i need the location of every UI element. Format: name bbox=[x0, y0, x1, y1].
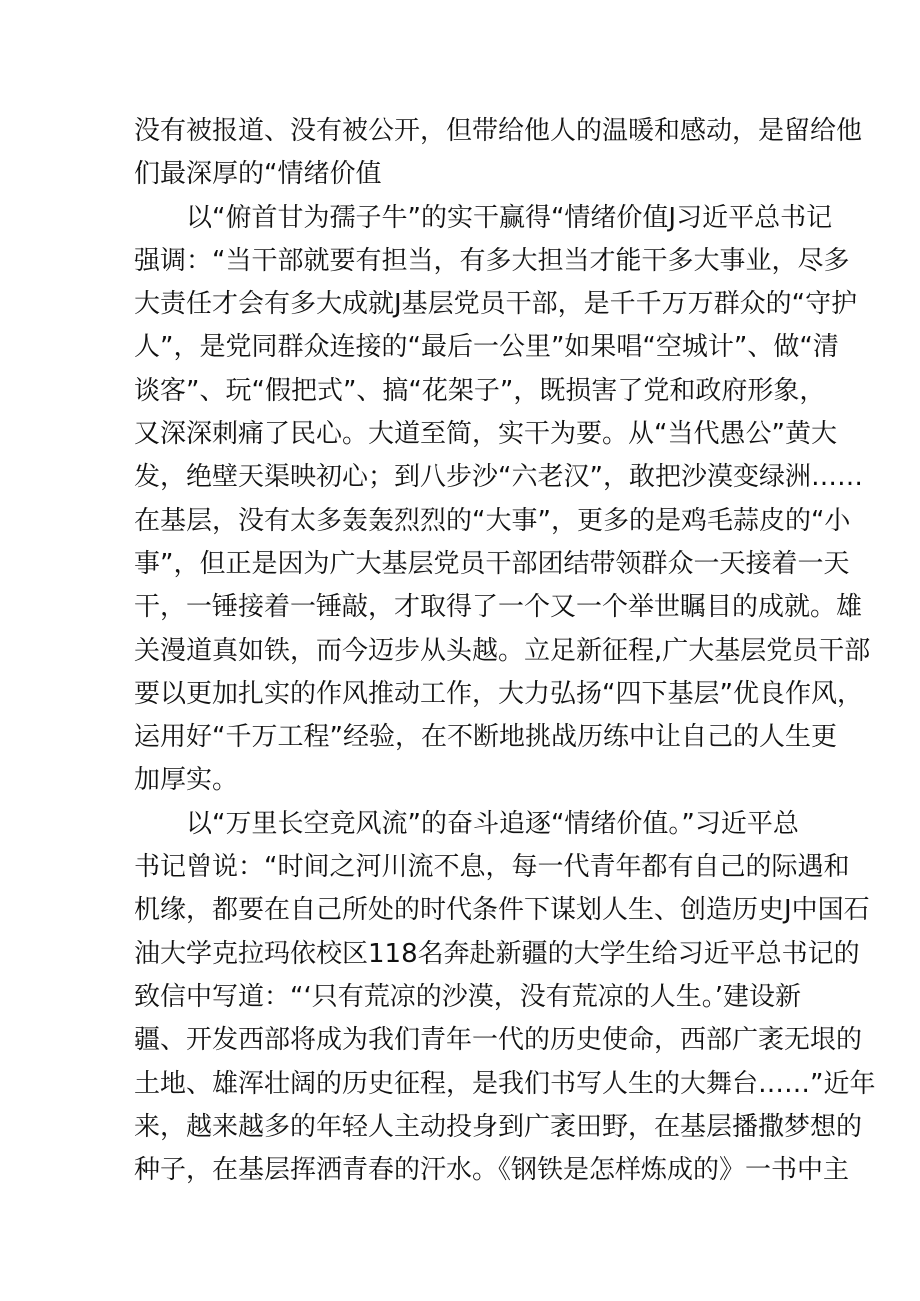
text-line: 机缘，都要在自己所处的时代条件下谋划人生、创造历史J中国石 bbox=[134, 895, 870, 926]
text-line: 没有被报道、没有被公开，但带给他人的温暖和感动，是留给他 bbox=[134, 116, 863, 146]
text-line: 书记曾说：“时间之河川流不息，每一代青年都有自己的际遇和 bbox=[134, 852, 850, 883]
text-line: 谈客”、玩“假把式”、搞“花架子”，既损害了党和政府形象， bbox=[134, 375, 826, 406]
text-line: 大责任才会有多大成就J基层党员干部，是千千万万群众的“守护 bbox=[134, 289, 858, 320]
text-line: 运用好“千万工程”经验，在不断地挑战历练中让自己的人生更 bbox=[134, 722, 837, 753]
text-line: 又深深刺痛了民心。大道至简，实干为要。从“当代愚公”黄大 bbox=[134, 419, 837, 450]
text-line: 油大学克拉玛依校区118名奔赴新疆的大学生给习近平总书记的 bbox=[134, 938, 860, 969]
text-line: 关漫道真如铁，而今迈步从头越。立足新征程,广大基层党员干部 bbox=[134, 635, 871, 666]
text-line: 种子，在基层挥洒青春的汗水。《钢铁是怎样炼成的》一书中主 bbox=[134, 1155, 850, 1186]
text-line: 在基层，没有太多轰轰烈烈的“大事”，更多的是鸡毛蒜皮的“小 bbox=[134, 505, 851, 536]
text-line: 加厚实。 bbox=[134, 765, 239, 796]
paragraph-continuation bbox=[134, 110, 863, 197]
text-line: 致信中写道：“‘只有荒凉的沙漠，没有荒凉的人生。’建设新 bbox=[134, 981, 801, 1012]
paragraph-hard-work bbox=[134, 197, 871, 803]
text-line: 来，越来越多的年轻人主动投身到广袤田野，在基层播撒梦想的 bbox=[134, 1111, 863, 1142]
text-line: 疆、开发西部将成为我们青年一代的历史使命，西部广袤无垠的 bbox=[134, 1025, 863, 1056]
text-line: 干，一锤接着一锤敲，才取得了一个又一个举世瞩目的成就。雄 bbox=[134, 592, 863, 623]
text-line: 人”，是党同群众连接的“最后一公里”如果唱“空城计”、做“清 bbox=[134, 332, 839, 363]
text-line: 以“万里长空竞风流”的奋斗追逐“情绪价值。”习近平总 bbox=[134, 808, 799, 839]
text-line: 发，绝壁天渠映初心；到八步沙“六老汉”，敢把沙漠变绿洲…… bbox=[134, 462, 863, 493]
text-line: 土地、雄浑壮阔的历史征程，是我们书写人生的大舞台……”近年 bbox=[134, 1068, 876, 1099]
body-text bbox=[134, 110, 876, 1192]
text-line: 以“俯首甘为孺子牛”的实干赢得“情绪价值J习近平总书记 bbox=[134, 202, 833, 233]
paragraph-struggle bbox=[134, 803, 876, 1193]
text-line: 们最深厚的“情绪价值 bbox=[134, 159, 382, 190]
text-line: 要以更加扎实的作风推动工作，大力弘扬“四下基层”优良作风， bbox=[134, 678, 863, 709]
text-line: 事”，但正是因为广大基层党员干部团结带领群众一天接着一天 bbox=[134, 548, 850, 579]
text-line: 强调：“当干部就要有担当，有多大担当才能干多大事业，尽多 bbox=[134, 245, 850, 276]
